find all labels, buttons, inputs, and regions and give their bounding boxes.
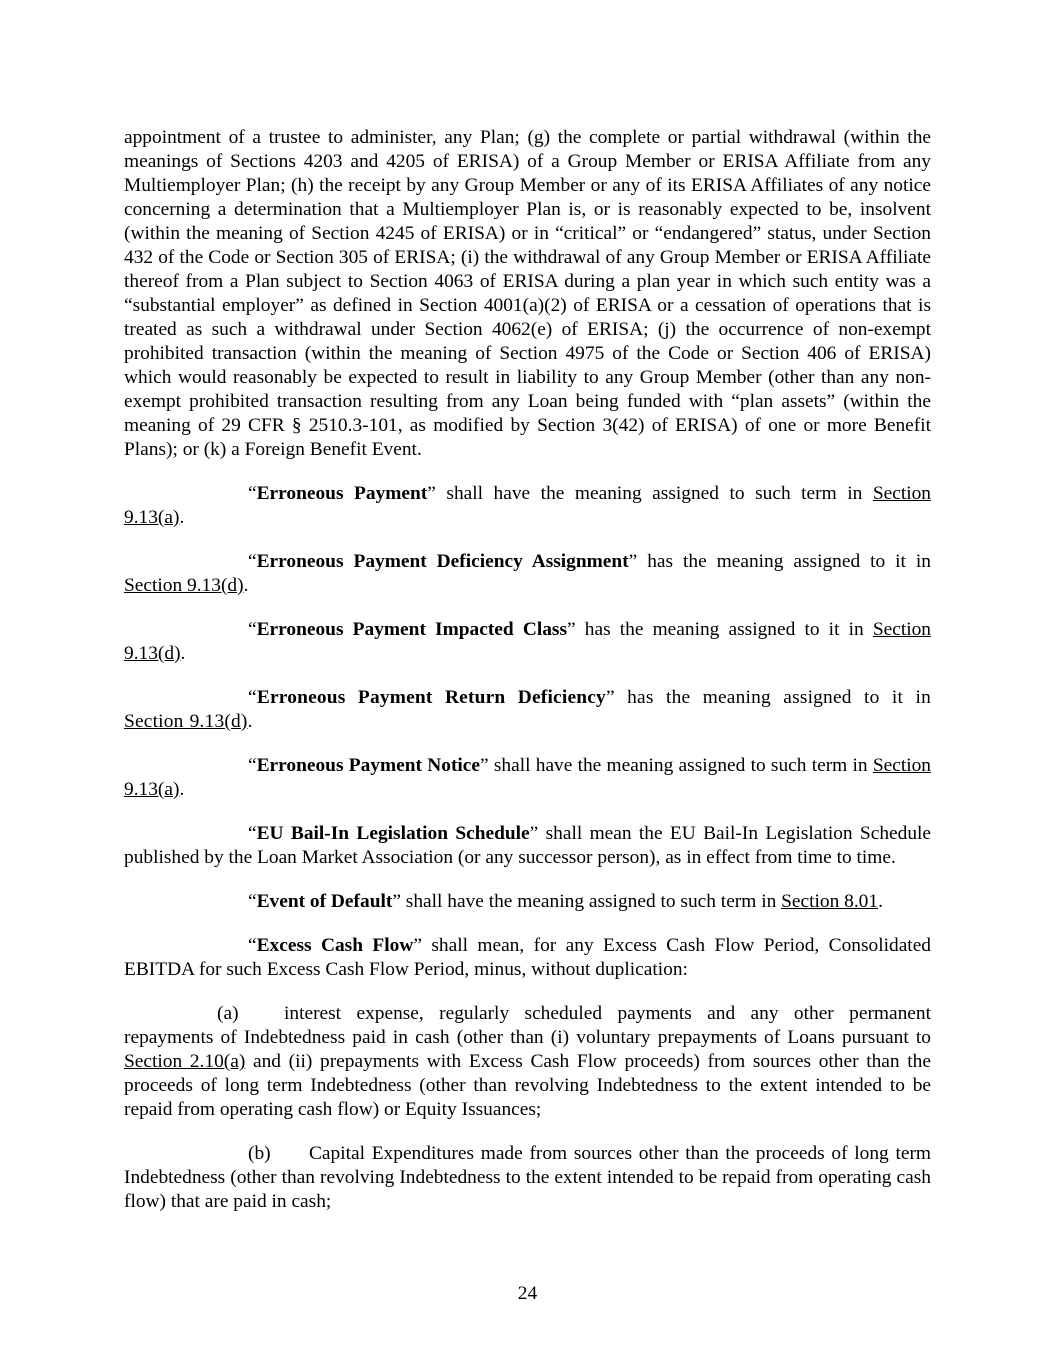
defined-term: Erroneous Payment Notice: [256, 755, 481, 776]
definition-erroneous-payment-impacted-class: “Erroneous Payment Impacted Class” has the meaning assigned to it in Section 9.13(d).: [124, 619, 932, 664]
section-reference: Section 9.13(d): [124, 619, 932, 664]
definition-eu-bail-in-legislation-schedule: “EU Bail-In Legislation Schedule” shall mean the EU Bail-In Legislation Schedule published by the Loan Market Association (or any successor person), as in effect from time to time.: [124, 823, 932, 868]
definition-erroneous-payment-deficiency-assignment: “Erroneous Payment Deficiency Assignment” has the meaning assigned to it in Section 9.13(d).: [124, 551, 931, 596]
defined-term: Erroneous Payment Deficiency Assignment: [256, 551, 629, 572]
defined-term: Excess Cash Flow: [256, 935, 414, 956]
definition-erroneous-payment-notice: “Erroneous Payment Notice” shall have the meaning assigned to such term in Section 9.13(a).: [124, 755, 931, 800]
defined-term: EU Bail-In Legislation Schedule: [256, 823, 530, 844]
page-number: 24: [517, 1283, 538, 1304]
defined-term: Erroneous Payment: [256, 483, 428, 504]
section-reference: Section 9.13(d): [124, 575, 244, 596]
definition-excess-cash-flow: “Excess Cash Flow” shall mean, for any Excess Cash Flow Period, Consolidated EBITDA for such Excess Cash Flow Period, minus, without duplication:: [124, 935, 931, 980]
definition-erroneous-payment: “Erroneous Payment” shall have the meaning assigned to such term in Section 9.13(a).: [124, 483, 931, 528]
definition-event-of-default: “Event of Default” shall have the meaning assigned to such term in Section 8.01.: [248, 891, 883, 912]
section-reference: Section 9.13(d): [124, 711, 248, 732]
defined-term: Event of Default: [256, 891, 393, 912]
clause-a: (a) interest expense, regularly scheduled payments and any other permanent repayments of Indebtedness paid in cash (other than (i) voluntary prepayments of Loans pursuant to Section 2.10(a) and (ii) prepayments with Excess Cash Flow proceeds) from sources other than the proceeds of long term Indebtedness (other than revolving Indebtedness to the extent intended to be repaid from operating cash flow) or Equity Issuances;: [124, 1003, 931, 1120]
section-reference: Section 8.01: [781, 891, 879, 912]
clause-label: (b): [248, 1143, 271, 1164]
document-page: [124, 126, 931, 1234]
defined-term: Erroneous Payment Return Deficiency: [256, 687, 606, 708]
section-reference: Section 9.13(a): [124, 755, 931, 800]
clause-b: (b) Capital Expenditures made from sources other than the proceeds of long term Indebtedness (other than revolving Indebtedness to the extent intended to be repaid from operating cash flow) that are paid in cash;: [124, 1143, 931, 1212]
section-reference: Section 2.10(a): [124, 1051, 246, 1072]
defined-term: Erroneous Payment Impacted Class: [256, 619, 568, 640]
continuation-paragraph: appointment of a trustee to administer, any Plan; (g) the complete or partial withdrawal (within the meanings of Sections 4203 and 4205 of ERISA) of a Group Member or ERISA Affiliate from any Multiemployer Plan; (h) the receipt by any Group Member or any of its ERISA Affiliates of any notice concerning a determination that a Multiemployer Plan is, or is reasonably expected to be, insolvent (within the meaning of Section 4245 of ERISA) or in “critical” or “endangered” status, under Section 432 of the Code or Section 305 of ERISA; (i) the withdrawal of any Group Member or ERISA Affiliate thereof from a Plan subject to Section 4063 of ERISA during a plan year in which such entity was a “substantial employer” as defined in Section 4001(a)(2) of ERISA or a cessation of operations that is treated as such a withdrawal under Section 4062(e) of ERISA; (j) the occurrence of non-exempt prohibited transaction (within the meaning of Section 4975 of the Code or Section 406 of ERISA) which would reasonably be expected to result in liability to any Group Member (other than any non-exempt prohibited transaction resulting from any Loan being funded with “plan assets” (within the meaning of 29 CFR § 2510.3-101, as modified by Section 3(42) of ERISA) of one or more Benefit Plans); or (k) a Foreign Benefit Event.: [124, 127, 931, 460]
clause-label: (a): [217, 1003, 239, 1024]
section-reference: Section 9.13(a): [124, 483, 931, 528]
definition-erroneous-payment-return-deficiency: “Erroneous Payment Return Deficiency” has the meaning assigned to it in Section 9.13(d).: [124, 687, 931, 732]
